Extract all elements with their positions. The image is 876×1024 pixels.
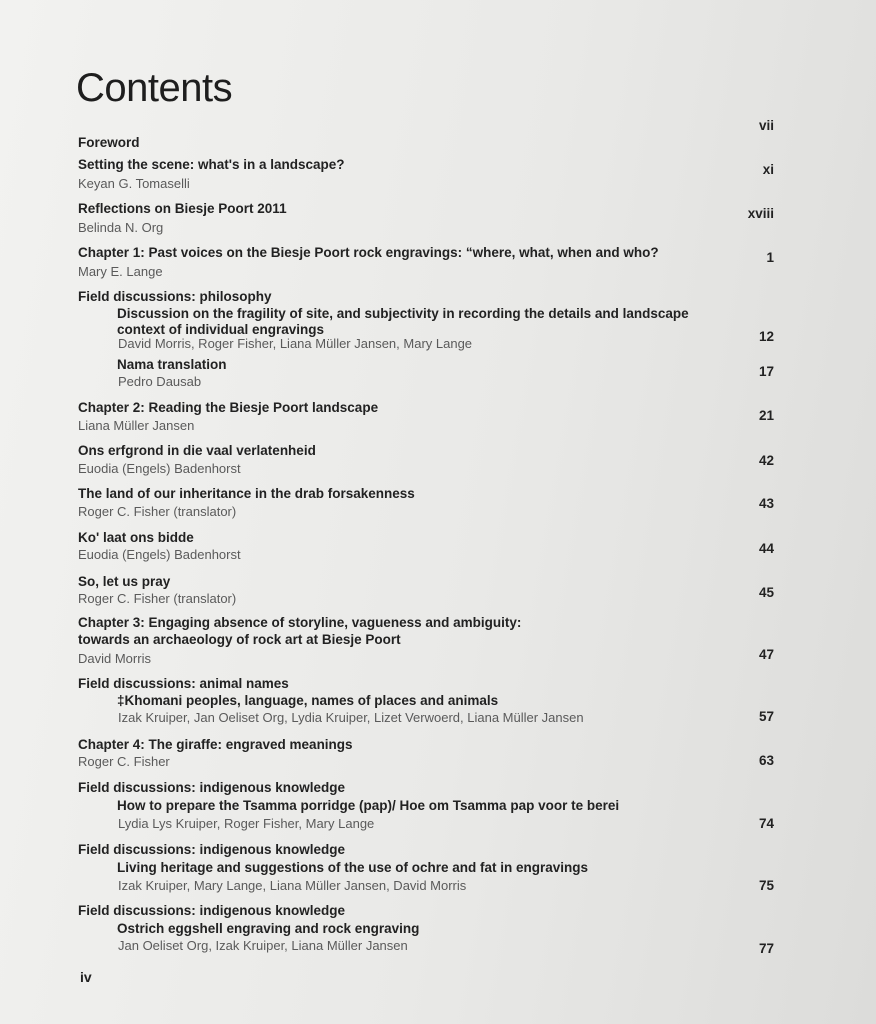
toc-heading: Field discussions: indigenous knowledge [78, 903, 346, 918]
toc-author: Euodia (Engels) Badenhorst [78, 547, 241, 562]
toc-author: Roger C. Fisher (translator) [78, 591, 237, 606]
toc-heading: Chapter 4: The giraffe: engraved meanings [78, 737, 353, 752]
toc-heading: Field discussions: indigenous knowledge [78, 780, 346, 795]
toc-heading: Chapter 2: Reading the Biesje Poort landscape [78, 400, 379, 415]
toc-heading: towards an archaeology of rock art at Biesje Poort [78, 632, 401, 647]
toc-heading: Field discussions: animal names [78, 676, 289, 691]
toc-heading: The land of our inheritance in the drab forsakenness [78, 486, 415, 501]
toc-author: Izak Kruiper, Mary Lange, Liana Müller Jansen, David Morris [118, 878, 467, 893]
toc-heading: Setting the scene: what's in a landscape? [78, 157, 345, 172]
page-number: 43 [758, 496, 774, 511]
toc-subheading: ‡Khomani peoples, language, names of places and animals [117, 693, 499, 708]
page-number: vii [758, 118, 774, 133]
page-number: 17 [758, 364, 774, 379]
toc-subheading: Living heritage and suggestions of the use of ochre and fat in engravings [117, 860, 589, 875]
toc-author: Mary E. Lange [78, 264, 163, 279]
toc-author: David Morris, Roger Fisher, Liana Müller Jansen, Mary Lange [118, 336, 473, 351]
toc-author: David Morris [78, 651, 151, 666]
toc-author: Izak Kruiper, Jan Oeliset Org, Lydia Kruiper, Lizet Verwoerd, Liana Müller Jansen [118, 710, 584, 725]
toc-subheading: How to prepare the Tsamma porridge (pap)/ Hoe om Tsamma pap voor te berei [117, 798, 620, 813]
page-number: 45 [758, 585, 774, 600]
page-number: 1 [766, 250, 774, 265]
toc-author: Liana Müller Jansen [78, 418, 195, 433]
toc-author: Keyan G. Tomaselli [78, 176, 190, 191]
toc-author: Roger C. Fisher [78, 754, 170, 769]
toc-author: Euodia (Engels) Badenhorst [78, 461, 241, 476]
page-number: 12 [758, 329, 774, 344]
page-number: 44 [758, 541, 774, 556]
toc-heading: Foreword [78, 135, 140, 150]
toc-author: Lydia Lys Kruiper, Roger Fisher, Mary Lange [118, 816, 375, 831]
page-number: 74 [758, 816, 774, 831]
toc-heading: Field discussions: philosophy [78, 289, 272, 304]
page-number: 42 [758, 453, 774, 468]
toc-subheading: Nama translation [117, 357, 227, 372]
toc-author: Belinda N. Org [78, 220, 164, 235]
page-number: xviii [747, 206, 774, 221]
page-number: 75 [758, 878, 774, 893]
toc-author: Pedro Dausab [118, 374, 202, 389]
page-number: 21 [758, 408, 774, 423]
toc-heading: Reflections on Biesje Poort 2011 [78, 201, 287, 216]
toc-author: Jan Oeliset Org, Izak Kruiper, Liana Müller Jansen [118, 938, 408, 953]
toc-author: Roger C. Fisher (translator) [78, 504, 237, 519]
toc-heading: Ko' laat ons bidde [78, 530, 194, 545]
page-number: 63 [758, 753, 774, 768]
page-title: Contents [76, 66, 233, 110]
toc-heading: So, let us pray [78, 574, 171, 589]
toc-subheading: Ostrich eggshell engraving and rock engraving [117, 921, 420, 936]
page-number: xi [762, 162, 774, 177]
toc-heading: Ons erfgrond in die vaal verlatenheid [78, 443, 316, 458]
folio-page-number: iv [80, 969, 92, 985]
page-number: 47 [758, 647, 774, 662]
toc-heading: Chapter 1: Past voices on the Biesje Poort rock engravings: “where, what, when and who? [78, 245, 659, 260]
toc-subheading: context of individual engravings [117, 322, 325, 337]
toc-heading: Field discussions: indigenous knowledge [78, 842, 346, 857]
toc-heading: Chapter 3: Engaging absence of storyline, vagueness and ambiguity: [78, 615, 522, 630]
toc-subheading: Discussion on the fragility of site, and subjectivity in recording the details and landscape [117, 306, 689, 321]
page-number: 77 [758, 941, 774, 956]
page-number: 57 [758, 709, 774, 724]
